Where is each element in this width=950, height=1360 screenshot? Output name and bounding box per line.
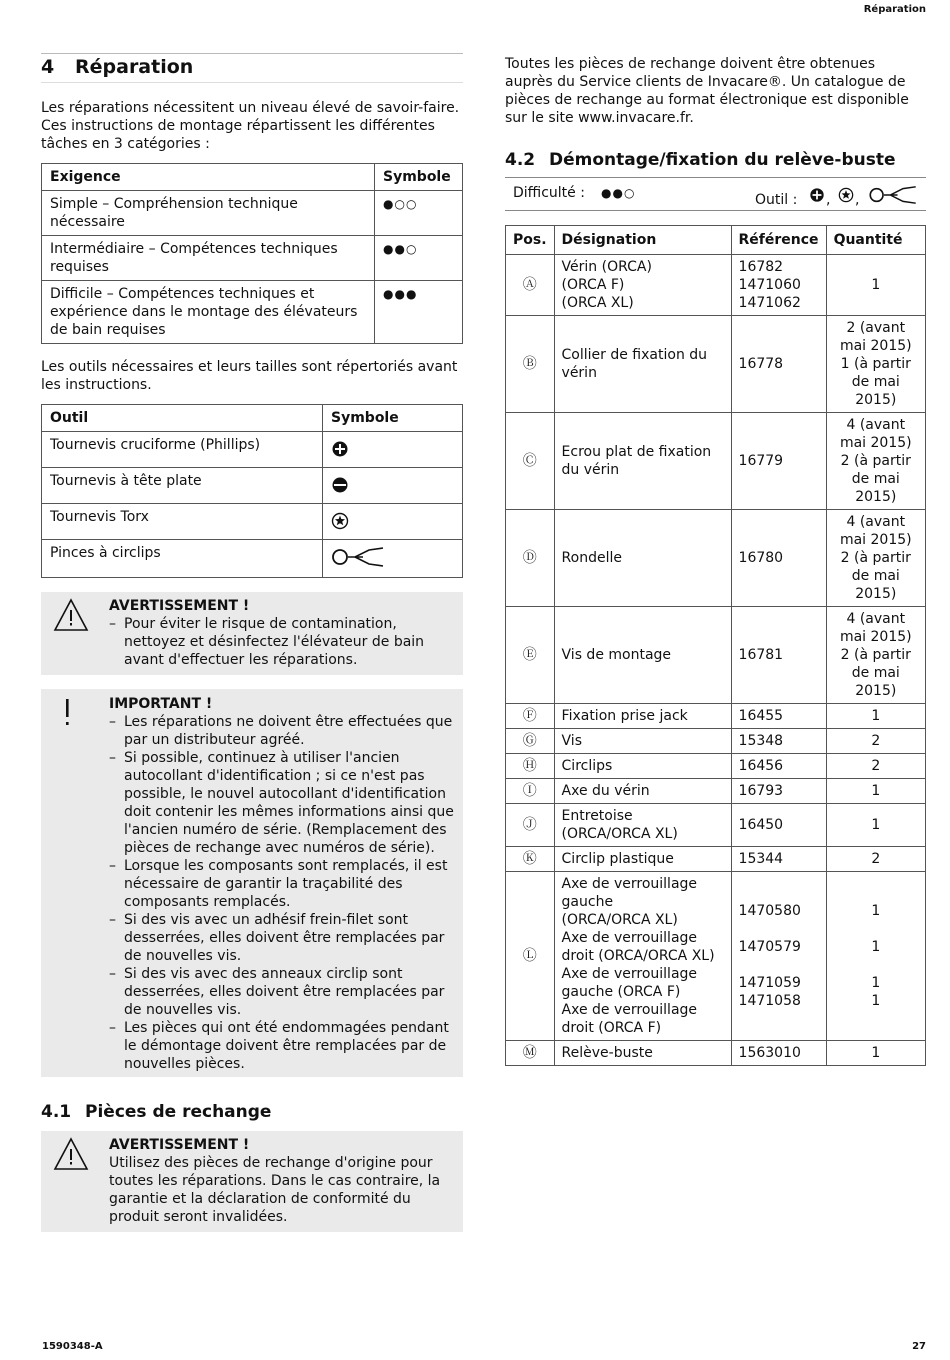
part-pos: Ⓓ	[506, 510, 555, 607]
table-row	[506, 607, 926, 704]
warning-text: Utilisez des pièces de rechange d'origine pour toutes les réparations. Dans le cas contraire, la garantie et la déclaration de conformité du produit seront invalidées.	[109, 1155, 441, 1225]
list-item: – Si des vis avec un adhésif frein-filet sont desserrées, elles doivent être remplacées par de nouvelles vis.	[109, 911, 455, 965]
part-reference: 16793	[731, 779, 826, 804]
tool-label: Tournevis cruciforme (Phillips)	[42, 432, 323, 468]
section-number: 4	[41, 56, 55, 78]
part-reference: 16779	[731, 413, 826, 510]
part-pos: Ⓙ	[506, 804, 555, 847]
part-designation: Vis de montage	[554, 607, 731, 704]
part-reference: 15344	[731, 847, 826, 872]
table-row	[42, 468, 463, 504]
parts-header-quantity: Quantité	[826, 226, 925, 255]
table-row	[42, 504, 463, 540]
section-number: 4.2	[505, 150, 536, 170]
table-row	[506, 847, 926, 872]
section-title: Démontage/fixation du relève-buste	[549, 150, 896, 170]
section-title: Pièces de rechange	[85, 1102, 272, 1122]
table-row	[506, 255, 926, 316]
parts-table	[505, 225, 926, 1066]
flat-screwdriver-icon	[331, 476, 349, 494]
important-list	[109, 713, 455, 1073]
spare-parts-text: Toutes les pièces de rechange doivent être obtenues auprès du Service clients de Invacare®. Un catalogue de pièces de rechange au format électronique est disponible sur le site www.invacare.fr.	[505, 56, 909, 126]
warning-title: AVERTISSEMENT !	[109, 1137, 250, 1153]
difficulty-tools-bar	[505, 177, 926, 211]
torx-screwdriver-icon	[331, 512, 349, 530]
table-row	[506, 804, 926, 847]
doc-number: 1590348-A	[42, 1341, 103, 1352]
part-designation: Axe de verrouillage gauche (ORCA/ORCA XL) Axe de verrouillage droit (ORCA/ORCA XL) Axe de verrouillage gauche (ORCA F) Axe de verrouillage droit (ORCA F)	[554, 872, 731, 1041]
table-row	[506, 704, 926, 729]
part-designation: Collier de fixation du vérin	[554, 316, 731, 413]
part-reference: 16780	[731, 510, 826, 607]
warning-triangle-icon	[53, 598, 89, 632]
tool-label: Outil :	[755, 192, 798, 208]
table-row	[42, 540, 463, 578]
part-pos: Ⓛ	[506, 872, 555, 1041]
circlip-pliers-icon	[331, 546, 385, 568]
part-quantity: 2 (avant mai 2015) 1 (à partir de mai 2015)	[826, 316, 925, 413]
part-pos: Ⓑ	[506, 316, 555, 413]
part-pos: Ⓘ	[506, 779, 555, 804]
warning-list	[109, 615, 455, 669]
difficulty-label: Difficulté :	[513, 185, 585, 201]
page-number: 27	[912, 1341, 926, 1352]
important-title: IMPORTANT !	[109, 696, 213, 712]
tool-label: Pinces à circlips	[42, 540, 323, 578]
list-item: – Lorsque les composants sont remplacés, il est nécessaire de garantir la traçabilité des composants remplacés.	[109, 857, 455, 911]
table-row	[506, 779, 926, 804]
right-column	[505, 55, 926, 1066]
difficulty-symbol: ●●○	[601, 186, 636, 200]
warning-title: AVERTISSEMENT !	[109, 598, 250, 614]
table-row	[42, 432, 463, 468]
parts-header-reference: Référence	[731, 226, 826, 255]
tool-label: Tournevis à tête plate	[42, 468, 323, 504]
tool-separator: ,	[855, 192, 860, 208]
part-reference: 1563010	[731, 1041, 826, 1066]
part-pos: Ⓐ	[506, 255, 555, 316]
part-designation: Circlips	[554, 754, 731, 779]
table-row	[506, 1041, 926, 1066]
req-header-exigence: Exigence	[42, 164, 375, 191]
tools-header-symbole: Symbole	[323, 405, 463, 432]
phillips-screwdriver-icon	[331, 440, 349, 458]
table-row	[506, 316, 926, 413]
parts-header-pos: Pos.	[506, 226, 555, 255]
tools-intro: Les outils nécessaires et leurs tailles sont répertoriés avant les instructions.	[41, 359, 458, 393]
part-designation: Axe du vérin	[554, 779, 731, 804]
section-41-heading	[41, 1103, 463, 1121]
tool-separator: ,	[826, 192, 831, 208]
list-item: – Les réparations ne doivent être effectuées que par un distributeur agréé.	[109, 713, 455, 749]
part-quantity: 1	[826, 804, 925, 847]
table-row	[506, 729, 926, 754]
part-quantity: 1	[826, 704, 925, 729]
list-item: – Si possible, continuez à utiliser l'ancien autocollant d'identification ; si ce n'est pas possible, le nouvel autocollant d'identification doit contenir les mêmes informations ainsi que l'ancien numéro de série. (Remplacement des pièces de rechange avec numéros de série).	[109, 749, 455, 857]
part-quantity: 2	[826, 729, 925, 754]
parts-header-designation: Désignation	[554, 226, 731, 255]
part-designation: Fixation prise jack	[554, 704, 731, 729]
part-quantity: 2	[826, 847, 925, 872]
list-item: – Si des vis avec des anneaux circlip sont desserrées, elles doivent être remplacées par de nouvelles vis.	[109, 965, 455, 1019]
part-quantity: 4 (avant mai 2015) 2 (à partir de mai 2015)	[826, 607, 925, 704]
section-4-heading	[41, 53, 463, 83]
part-pos: Ⓕ	[506, 704, 555, 729]
part-reference: 16456	[731, 754, 826, 779]
warning-triangle-icon	[53, 1137, 89, 1171]
difficulty-symbol: ●●●	[375, 281, 463, 344]
table-row	[506, 872, 926, 1041]
part-designation: Relève-buste	[554, 1041, 731, 1066]
part-quantity: 1	[826, 779, 925, 804]
req-header-symbole: Symbole	[375, 164, 463, 191]
req-label: Intermédiaire – Compétences techniques requises	[42, 236, 375, 281]
table-row	[506, 510, 926, 607]
part-reference: 16778	[731, 316, 826, 413]
tools-table	[41, 404, 463, 578]
section-42-heading	[505, 151, 926, 169]
left-column	[41, 53, 463, 1232]
part-reference: 16450	[731, 804, 826, 847]
tools-header-outil: Outil	[42, 405, 323, 432]
important-box	[41, 689, 463, 1077]
part-reference: 16782 1471060 1471062	[731, 255, 826, 316]
section-title: Réparation	[75, 56, 194, 78]
part-reference: 1470580 1470579 1471059 1471058	[731, 872, 826, 1041]
table-row	[42, 236, 463, 281]
part-reference: 16781	[731, 607, 826, 704]
requirements-table	[41, 163, 463, 344]
difficulty-symbol: ●●○	[375, 236, 463, 281]
part-designation: Circlip plastique	[554, 847, 731, 872]
part-designation: Vis	[554, 729, 731, 754]
torx-screwdriver-icon	[838, 187, 854, 203]
part-designation: Vérin (ORCA) (ORCA F) (ORCA XL)	[554, 255, 731, 316]
part-pos: Ⓔ	[506, 607, 555, 704]
part-quantity: 4 (avant mai 2015) 2 (à partir de mai 2015)	[826, 510, 925, 607]
part-quantity: 4 (avant mai 2015) 2 (à partir de mai 2015)	[826, 413, 925, 510]
part-reference: 16455	[731, 704, 826, 729]
table-row	[506, 754, 926, 779]
parts-table-body	[506, 255, 926, 1066]
part-pos: Ⓗ	[506, 754, 555, 779]
part-designation: Rondelle	[554, 510, 731, 607]
part-quantity: 1	[826, 1041, 925, 1066]
part-pos: Ⓖ	[506, 729, 555, 754]
intro-text: Les réparations nécessitent un niveau élevé de savoir-faire. Ces instructions de montage répartissent les différentes tâches en 3 catégories :	[41, 100, 460, 152]
section-number: 4.1	[41, 1102, 72, 1122]
warning-box-parts	[41, 1131, 463, 1232]
table-row	[42, 281, 463, 344]
running-header: Réparation	[863, 4, 926, 15]
tool-label: Tournevis Torx	[42, 504, 323, 540]
part-quantity: 1	[826, 255, 925, 316]
part-quantity: 2	[826, 754, 925, 779]
difficulty-symbol: ●○○	[375, 191, 463, 236]
part-designation: Ecrou plat de fixation du vérin	[554, 413, 731, 510]
req-label: Simple – Compréhension technique nécessaire	[42, 191, 375, 236]
list-item: – Les pièces qui ont été endommagées pendant le démontage doivent être remplacées par de nouvelles pièces.	[109, 1019, 455, 1073]
list-item: – Pour éviter le risque de contamination, nettoyez et désinfectez l'élévateur de bain avant d'effectuer les réparations.	[109, 615, 455, 669]
exclamation-icon	[49, 697, 85, 731]
part-pos: Ⓚ	[506, 847, 555, 872]
phillips-screwdriver-icon	[809, 187, 825, 203]
req-label: Difficile – Compétences techniques et expérience dans le montage des élévateurs de bain requises	[42, 281, 375, 344]
part-quantity: 1 1 1 1	[826, 872, 925, 1041]
table-row	[42, 191, 463, 236]
part-designation: Entretoise (ORCA/ORCA XL)	[554, 804, 731, 847]
table-row	[506, 413, 926, 510]
circlip-pliers-icon	[867, 185, 919, 205]
part-pos: Ⓜ	[506, 1041, 555, 1066]
part-pos: Ⓒ	[506, 413, 555, 510]
part-reference: 15348	[731, 729, 826, 754]
warning-box-contamination	[41, 592, 463, 675]
